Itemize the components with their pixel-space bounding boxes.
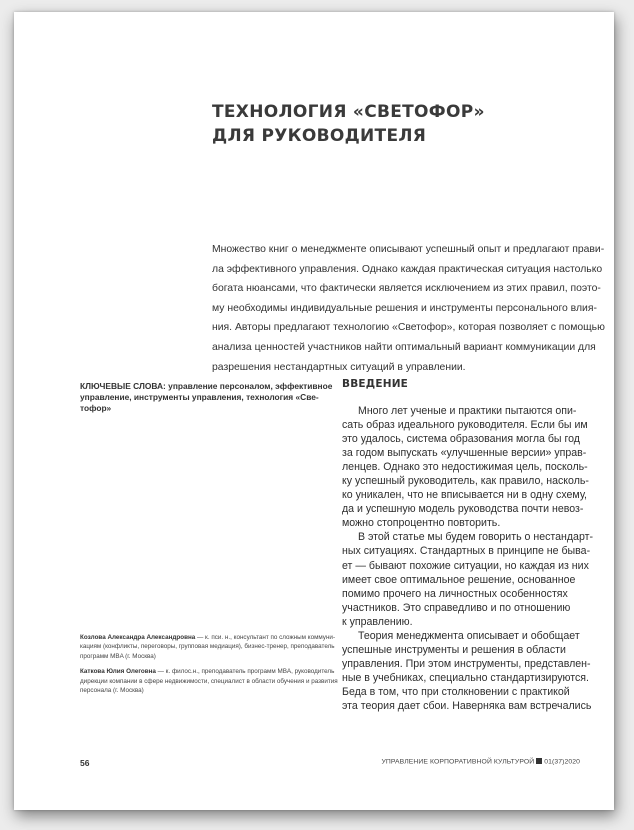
body-line: Много лет ученые и практики пытаются опи- [358,405,577,417]
body-line: управления. При этом инструменты, представлен- [342,657,591,670]
body-line: ленцев. Однако это недостижимая цель, посколь- [342,461,588,474]
body-line: эта теория дает сбои. Наверняка вам встречались [342,699,592,712]
body-line: за годом выпускать «улучшенные версии» управ- [342,447,587,460]
abstract-line: анализа ценностей участников найти оптимальный вариант коммуникации для [212,341,596,353]
body-text [342,404,594,713]
article-abstract [212,240,605,377]
journal-footer [381,758,580,766]
keywords-label: КЛЮЧЕВЫЕ СЛОВА: [80,381,166,391]
square-bullet-icon [536,758,542,764]
author-bio-line: — к. филос.н., преподаватель программ MBA, руководитель [155,668,335,676]
author-entry [80,633,336,661]
page-number: 56 [80,758,90,768]
keywords-line: управление, инструменты управления, технология «Све- [80,392,319,403]
body-line: успешные инструменты и решения в области [342,643,566,656]
authors-block [80,633,338,701]
author-bio-line: — к. пси. н., консультант по сложным коммуни- [195,634,336,641]
journal-issue: 01(37)2020 [544,758,580,766]
journal-page [14,12,614,810]
body-line: да и успешную модель руководства почти невоз- [342,503,584,516]
body-line: ет — бывают похожие ситуации, но каждая из них [342,559,589,572]
author-name: Каткова Юлия Олеговна [80,668,156,676]
abstract-line: Множество книг о менеджменте описывают успешный опыт и предлагают прави- [212,244,605,255]
abstract-line: ла эффективного управления. Однако каждая практическая ситуация настолько [212,263,603,275]
section-heading: ВВЕДЕНИЕ [342,378,409,390]
body-line: ных ситуациях. Стандартных в принципе не быва- [342,545,591,558]
body-line: Теория менеджмента описывает и обобщает [358,629,580,642]
abstract-line: му необходимы индивидуальные решения и инструменты персонального влия- [212,302,597,314]
author-bio-line: дирекции компании в сфере недвижимости, специалист в области обучения и развития [80,677,338,685]
author-name: Козлова Александра Александровна [80,634,196,641]
body-line: В этой статье мы будем говорить о нестандарт- [358,531,593,544]
abstract-line: разрешения нестандартных ситуаций в управлении. [212,361,466,373]
title-line: ТЕХНОЛОГИЯ «СВЕТОФОР» [212,102,485,122]
body-line: ку успешный руководитель, как правило, насколь- [342,475,589,488]
body-line: Беда в том, что при столкновении с практикой [342,685,570,698]
title-line: ДЛЯ РУКОВОДИТЕЛЯ [212,126,427,146]
keywords-line: тофор» [80,403,112,414]
author-entry [80,667,338,695]
body-line: ко уникален, что не вписывается ни в одну схему, [342,489,588,502]
abstract-line: богата нюансами, что фактически является исключением из этих правил, поэто- [212,283,601,295]
author-bio-line: персонала (г. Москва) [80,687,144,695]
body-line: к управлению. [342,615,413,628]
abstract-line: ния. Авторы предлагают технологию «Светофор», которая позволяет с помощью [212,322,605,334]
body-line: это удалось, система образования могла бы год [342,433,580,446]
body-line: можно стопроцентно повторить. [342,517,501,530]
body-line: помимо прочего на личностных особенностях [342,587,568,600]
keywords-line: управление персоналом, эффективное [165,381,333,391]
body-line: сать образ идеального руководителя. Если бы им [342,419,588,432]
author-bio-line: кациям (конфликты, переговоры, групповая медиация), бизнес-тренер, преподаватель [80,643,335,651]
author-bio-line: программ MBA (г. Москва) [80,652,156,660]
body-line: участников. Это справедливо и по отношению [342,601,571,614]
body-line: ные в учебниках, специально стандартизируются. [342,671,589,684]
journal-name: УПРАВЛЕНИЕ КОРПОРАТИВНОЙ КУЛЬТУРОЙ [381,758,535,766]
body-line: имеет свое оптимальное решение, основанное [342,573,576,586]
keywords-block [80,381,333,415]
article-title [212,100,592,148]
